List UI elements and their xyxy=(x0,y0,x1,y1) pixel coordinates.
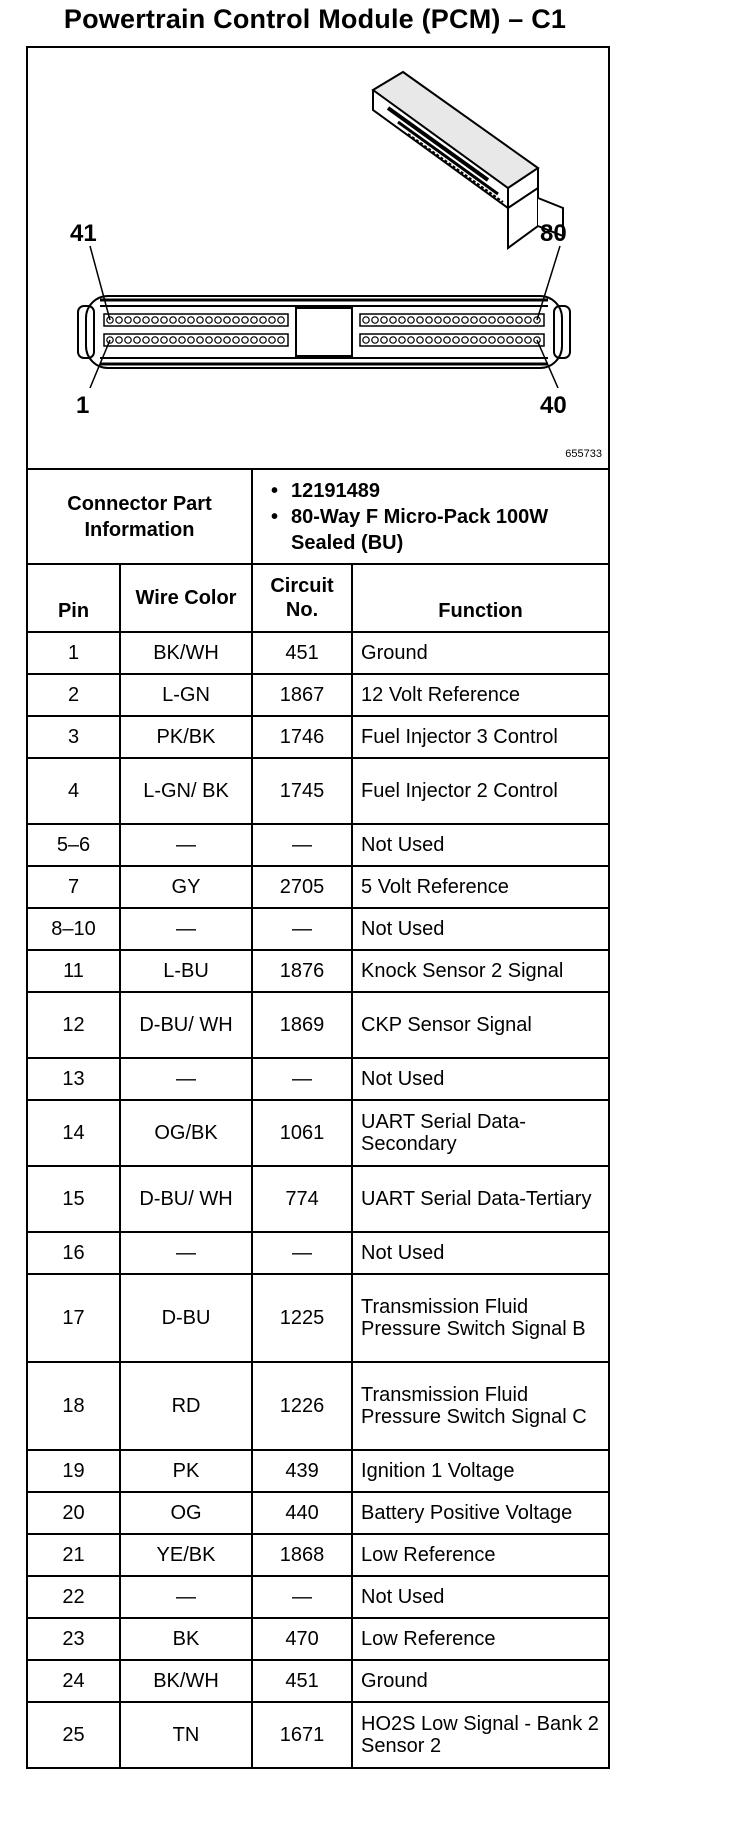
circuit-cell: — xyxy=(252,1576,352,1618)
function-cell: Ground xyxy=(352,1660,608,1702)
circuit-cell: 1869 xyxy=(252,992,352,1058)
wire-color-cell: OG/BK xyxy=(120,1100,252,1166)
pin-cell: 7 xyxy=(28,866,120,908)
function-cell: Transmission Fluid Pressure Switch Signal B xyxy=(352,1274,608,1362)
circuit-cell: 1226 xyxy=(252,1362,352,1450)
pin-cell: 17 xyxy=(28,1274,120,1362)
circuit-cell: 1867 xyxy=(252,674,352,716)
table-row xyxy=(28,1576,608,1618)
connector-3d-icon xyxy=(373,72,563,248)
connector-info-label: Connector Part Information xyxy=(28,470,252,564)
circuit-cell: 451 xyxy=(252,1660,352,1702)
table-row xyxy=(28,908,608,950)
circuit-cell: 470 xyxy=(252,1618,352,1660)
circuit-cell: 1671 xyxy=(252,1702,352,1767)
circuit-cell: 439 xyxy=(252,1450,352,1492)
pin-cell: 3 xyxy=(28,716,120,758)
function-cell: Battery Positive Voltage xyxy=(352,1492,608,1534)
pin-cell: 1 xyxy=(28,632,120,674)
table-row xyxy=(28,1660,608,1702)
circuit-cell: — xyxy=(252,824,352,866)
pin-cell: 8–10 xyxy=(28,908,120,950)
function-cell: Not Used xyxy=(352,1232,608,1274)
wire-color-cell: L-BU xyxy=(120,950,252,992)
circuit-cell: 1868 xyxy=(252,1534,352,1576)
pin-cell: 11 xyxy=(28,950,120,992)
connector-figure xyxy=(28,48,608,470)
circuit-cell: 440 xyxy=(252,1492,352,1534)
pin-label-80: 80 xyxy=(540,220,567,247)
function-cell: Low Reference xyxy=(352,1534,608,1576)
pin-cell: 4 xyxy=(28,758,120,824)
wire-color-cell: D-BU/ WH xyxy=(120,992,252,1058)
figure-id: 655733 xyxy=(565,448,602,460)
pin-cell: 21 xyxy=(28,1534,120,1576)
pin-cell: 13 xyxy=(28,1058,120,1100)
circuit-cell: — xyxy=(252,1058,352,1100)
circuit-cell: — xyxy=(252,1232,352,1274)
circuit-cell: 1746 xyxy=(252,716,352,758)
table-row xyxy=(28,992,608,1058)
function-cell: 12 Volt Reference xyxy=(352,674,608,716)
pin-cell: 23 xyxy=(28,1618,120,1660)
function-cell: Transmission Fluid Pressure Switch Signal C xyxy=(352,1362,608,1450)
table-row xyxy=(28,632,608,674)
table-row xyxy=(28,1100,608,1166)
pin-cell: 5–6 xyxy=(28,824,120,866)
table-row xyxy=(28,1362,608,1450)
function-cell: HO2S Low Signal - Bank 2 Sensor 2 xyxy=(352,1702,608,1767)
pin-cell: 20 xyxy=(28,1492,120,1534)
wire-color-cell: TN xyxy=(120,1702,252,1767)
wire-color-cell: — xyxy=(120,908,252,950)
pin-label-1: 1 xyxy=(76,392,90,419)
table-row xyxy=(28,1618,608,1660)
connector-part-number: • 12191489 xyxy=(291,478,600,504)
wire-color-cell: BK/WH xyxy=(120,1660,252,1702)
connector-info-row xyxy=(28,470,608,564)
wire-color-cell: RD xyxy=(120,1362,252,1450)
wire-color-cell: D-BU xyxy=(120,1274,252,1362)
function-cell: Fuel Injector 2 Control xyxy=(352,758,608,824)
table-row xyxy=(28,1534,608,1576)
col-header-function: Function xyxy=(352,564,608,632)
pinout-table xyxy=(28,470,608,1767)
pin-label-41: 41 xyxy=(70,220,97,247)
wire-color-cell: — xyxy=(120,824,252,866)
function-cell: Not Used xyxy=(352,908,608,950)
wire-color-cell: — xyxy=(120,1232,252,1274)
table-row xyxy=(28,1702,608,1767)
pin-cell: 18 xyxy=(28,1362,120,1450)
pinout-frame xyxy=(26,46,610,1769)
pin-label-40: 40 xyxy=(540,392,567,419)
pin-cell: 24 xyxy=(28,1660,120,1702)
wire-color-cell: PK/BK xyxy=(120,716,252,758)
circuit-cell: 774 xyxy=(252,1166,352,1232)
table-row xyxy=(28,1166,608,1232)
table-row xyxy=(28,824,608,866)
wire-color-cell: BK xyxy=(120,1618,252,1660)
table-row xyxy=(28,1232,608,1274)
wire-color-cell: OG xyxy=(120,1492,252,1534)
pin-cell: 19 xyxy=(28,1450,120,1492)
function-cell: Ground xyxy=(352,632,608,674)
pin-cell: 2 xyxy=(28,674,120,716)
page-title: Powertrain Control Module (PCM) – C1 xyxy=(63,4,567,34)
function-cell: Not Used xyxy=(352,1058,608,1100)
connector-face-icon xyxy=(78,246,570,388)
table-row xyxy=(28,866,608,908)
column-header-row xyxy=(28,564,608,632)
wire-color-cell: GY xyxy=(120,866,252,908)
function-cell: Not Used xyxy=(352,824,608,866)
function-cell: Not Used xyxy=(352,1576,608,1618)
table-row xyxy=(28,1492,608,1534)
wire-color-cell: YE/BK xyxy=(120,1534,252,1576)
pin-cell: 12 xyxy=(28,992,120,1058)
circuit-cell: — xyxy=(252,908,352,950)
table-row xyxy=(28,716,608,758)
wire-color-cell: — xyxy=(120,1058,252,1100)
circuit-cell: 2705 xyxy=(252,866,352,908)
circuit-cell: 1745 xyxy=(252,758,352,824)
circuit-cell: 451 xyxy=(252,632,352,674)
col-header-wire-color: Wire Color xyxy=(120,564,252,632)
col-header-circuit: Circuit No. xyxy=(252,564,352,632)
connector-drawing xyxy=(28,48,608,468)
wire-color-cell: L-GN/ BK xyxy=(120,758,252,824)
wire-color-cell: L-GN xyxy=(120,674,252,716)
connector-info-values xyxy=(252,470,608,564)
function-cell: Knock Sensor 2 Signal xyxy=(352,950,608,992)
wire-color-cell: PK xyxy=(120,1450,252,1492)
wire-color-cell: D-BU/ WH xyxy=(120,1166,252,1232)
pin-cell: 14 xyxy=(28,1100,120,1166)
function-cell: Low Reference xyxy=(352,1618,608,1660)
circuit-cell: 1061 xyxy=(252,1100,352,1166)
function-cell: 5 Volt Reference xyxy=(352,866,608,908)
connector-description: • 80-Way F Micro-Pack 100W Sealed (BU) xyxy=(291,504,600,556)
table-row xyxy=(28,1274,608,1362)
function-cell: Ignition 1 Voltage xyxy=(352,1450,608,1492)
function-cell: UART Serial Data-Tertiary xyxy=(352,1166,608,1232)
table-row xyxy=(28,674,608,716)
col-header-pin: Pin xyxy=(28,564,120,632)
pin-cell: 25 xyxy=(28,1702,120,1767)
table-row xyxy=(28,950,608,992)
function-cell: CKP Sensor Signal xyxy=(352,992,608,1058)
circuit-cell: 1876 xyxy=(252,950,352,992)
function-cell: UART Serial Data-Secondary xyxy=(352,1100,608,1166)
circuit-cell: 1225 xyxy=(252,1274,352,1362)
pin-cell: 15 xyxy=(28,1166,120,1232)
table-row xyxy=(28,1058,608,1100)
table-row xyxy=(28,1450,608,1492)
function-cell: Fuel Injector 3 Control xyxy=(352,716,608,758)
pin-cell: 22 xyxy=(28,1576,120,1618)
wire-color-cell: BK/WH xyxy=(120,632,252,674)
table-row xyxy=(28,758,608,824)
wire-color-cell: — xyxy=(120,1576,252,1618)
pin-cell: 16 xyxy=(28,1232,120,1274)
